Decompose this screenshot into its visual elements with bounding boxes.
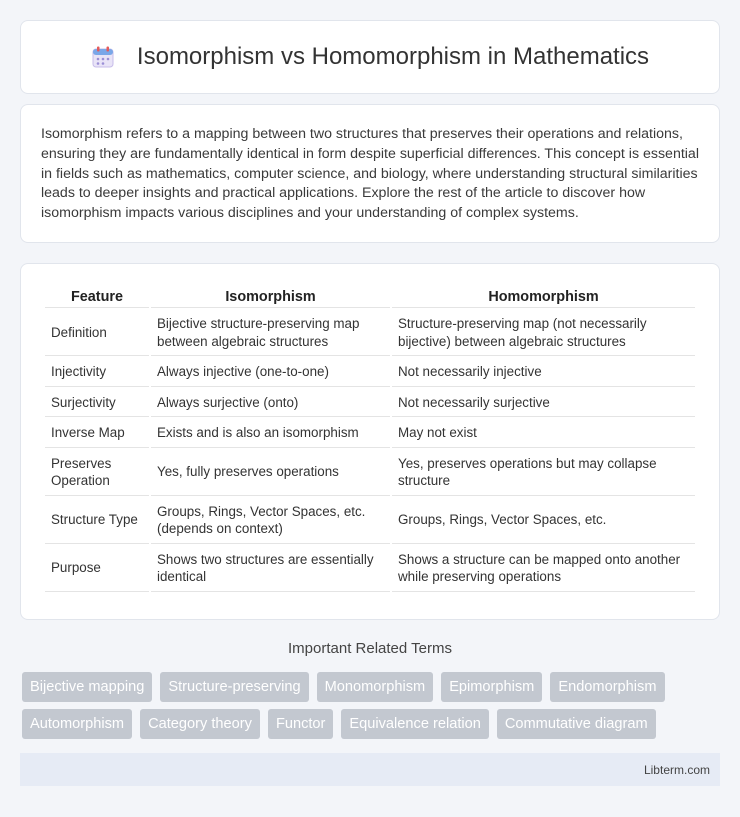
cell-feature: Structure Type <box>45 498 149 544</box>
footer-site-link[interactable]: Libterm.com <box>643 763 710 777</box>
cell-homomorphism: Shows a structure can be mapped onto another while preserving operations <box>392 546 695 592</box>
intro-paragraph: Isomorphism refers to a mapping between two structures that preserves their operations and relations, ensuring they are fundamentally identical in form despite superficial differences. This concept is essential in fields such as mathematics, computer science, and biology, where understanding structural similarities leads to deeper insights and practical applications. Explore the rest of the article to discover how isomorphism impacts various disciplines and your understanding of complex systems. <box>41 126 699 222</box>
cell-feature: Injectivity <box>45 358 149 387</box>
table-row <box>45 419 695 448</box>
cell-isomorphism: Exists and is also an isomorphism <box>151 419 390 448</box>
comparison-table <box>43 284 697 594</box>
related-term-tag[interactable]: Monomorphism <box>317 672 434 702</box>
cell-feature: Surjectivity <box>45 389 149 418</box>
cell-feature: Purpose <box>45 546 149 592</box>
footer <box>20 753 720 786</box>
cell-isomorphism: Groups, Rings, Vector Spaces, etc. (depends on context) <box>151 498 390 544</box>
comparison-table-card <box>20 263 720 620</box>
cell-homomorphism: May not exist <box>392 419 695 448</box>
cell-isomorphism: Bijective structure-preserving map between algebraic structures <box>151 310 390 356</box>
intro-card <box>20 104 720 243</box>
table-row <box>45 358 695 387</box>
table-row <box>45 310 695 356</box>
cell-isomorphism: Always injective (one-to-one) <box>151 358 390 387</box>
cell-homomorphism: Yes, preserves operations but may collapse structure <box>392 450 695 496</box>
related-term-tag[interactable]: Bijective mapping <box>22 672 152 702</box>
related-terms-title: Important Related Terms <box>288 640 452 657</box>
related-term-tag[interactable]: Endomorphism <box>550 672 664 702</box>
related-term-tag[interactable]: Structure-preserving <box>160 672 308 702</box>
related-term-tag[interactable]: Epimorphism <box>441 672 542 702</box>
related-term-tag[interactable]: Functor <box>268 709 333 739</box>
table-row <box>45 450 695 496</box>
related-term-tag[interactable]: Category theory <box>140 709 260 739</box>
cell-feature: Preserves Operation <box>45 450 149 496</box>
cell-feature: Definition <box>45 310 149 356</box>
table-row <box>45 389 695 418</box>
related-term-tag[interactable]: Automorphism <box>22 709 132 739</box>
cell-isomorphism: Yes, fully preserves operations <box>151 450 390 496</box>
cell-homomorphism: Not necessarily surjective <box>392 389 695 418</box>
calendar-icon <box>91 45 115 69</box>
cell-isomorphism: Always surjective (onto) <box>151 389 390 418</box>
cell-homomorphism: Groups, Rings, Vector Spaces, etc. <box>392 498 695 544</box>
header-homomorphism: Homomorphism <box>392 286 695 308</box>
cell-isomorphism: Shows two structures are essentially identical <box>151 546 390 592</box>
page-title: Isomorphism vs Homomorphism in Mathematics <box>136 43 650 70</box>
related-term-tag[interactable]: Commutative diagram <box>497 709 656 739</box>
table-header-row <box>45 286 695 308</box>
cell-feature: Inverse Map <box>45 419 149 448</box>
cell-homomorphism: Structure-preserving map (not necessarily bijective) between algebraic structures <box>392 310 695 356</box>
header-card <box>20 20 720 94</box>
header-feature: Feature <box>45 286 149 308</box>
related-terms-list <box>20 672 720 739</box>
table-row <box>45 546 695 592</box>
related-term-tag[interactable]: Equivalence relation <box>341 709 488 739</box>
table-row <box>45 498 695 544</box>
cell-homomorphism: Not necessarily injective <box>392 358 695 387</box>
header-isomorphism: Isomorphism <box>151 286 390 308</box>
